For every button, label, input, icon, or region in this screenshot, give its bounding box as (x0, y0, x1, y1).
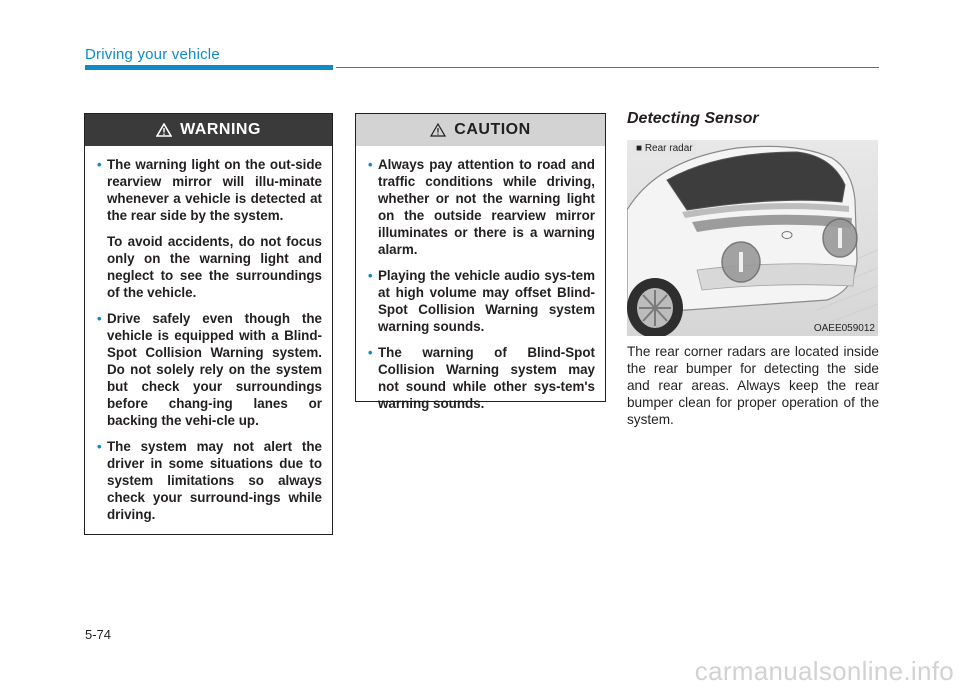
warning-title: WARNING (180, 121, 261, 138)
header-rule-thin (336, 67, 879, 68)
warning-box (84, 113, 333, 535)
rear-radar-figure (627, 140, 878, 336)
warning-item (97, 310, 322, 429)
caution-item-text: Always pay attention to road and traffic conditions while driving, whether or not the warning light on the outside rearview mirror illuminates or there is a warning alarm. (378, 157, 595, 257)
warning-item-text: The system may not alert the driver in some situations due to system limitations so always check your surround-ings while driving. (107, 439, 322, 522)
caution-item (368, 267, 595, 335)
figure-label: ■ Rear radar (633, 142, 696, 155)
bullet-icon: • (368, 268, 373, 283)
warning-header (85, 114, 332, 146)
warning-body (85, 146, 332, 540)
caution-triangle-icon (430, 123, 446, 137)
detecting-sensor-body: The rear corner radars are located inside the rear bumper for detecting the side and rear areas. Always keep the rear bumper clean for proper operation of the system. (627, 344, 879, 427)
warning-item (97, 438, 322, 523)
bullet-icon: • (368, 157, 373, 172)
page-number: 5-74 (85, 627, 112, 642)
warning-item (97, 156, 322, 224)
section-title: Driving your vehicle (85, 46, 220, 63)
header-rule-thick (85, 65, 333, 70)
caution-body (356, 146, 605, 429)
watermark: carmanualsonline.info (694, 656, 954, 686)
car-rear-illustration (627, 140, 878, 336)
caution-header (356, 114, 605, 146)
caution-item (368, 344, 595, 412)
bullet-icon: • (97, 439, 102, 454)
warning-item-sub: To avoid accidents, do not focus only on the warning light and neglect to see the surroundings of the vehicle. (107, 234, 322, 300)
caution-item-text: Playing the vehicle audio sys-tem at high volume may offset Blind-Spot Collision Warning system warning sounds. (378, 268, 595, 334)
bullet-icon: • (97, 157, 102, 172)
caution-item (368, 156, 595, 258)
bullet-icon: • (97, 311, 102, 326)
caution-title: CAUTION (454, 121, 531, 138)
warning-item-text: Drive safely even though the vehicle is equipped with a Blind-Spot Collision Warning system. Do not solely rely on the system but check your surroundings before chang-ing lanes or backing the vehi-cle up. (107, 311, 322, 428)
warning-item-text: The warning light on the out-side rearview mirror will illu-minate whenever a vehicle is detected at the rear side by the system. (107, 157, 322, 223)
caution-box (355, 113, 606, 411)
bullet-icon: • (368, 345, 373, 360)
caution-item-text: The warning of Blind-Spot Collision Warning system may not sound while other sys-tem's warning sounds. (378, 345, 595, 411)
warning-triangle-icon (156, 123, 172, 137)
figure-code: OAEE059012 (813, 323, 875, 334)
detecting-sensor-heading: Detecting Sensor (627, 110, 759, 127)
